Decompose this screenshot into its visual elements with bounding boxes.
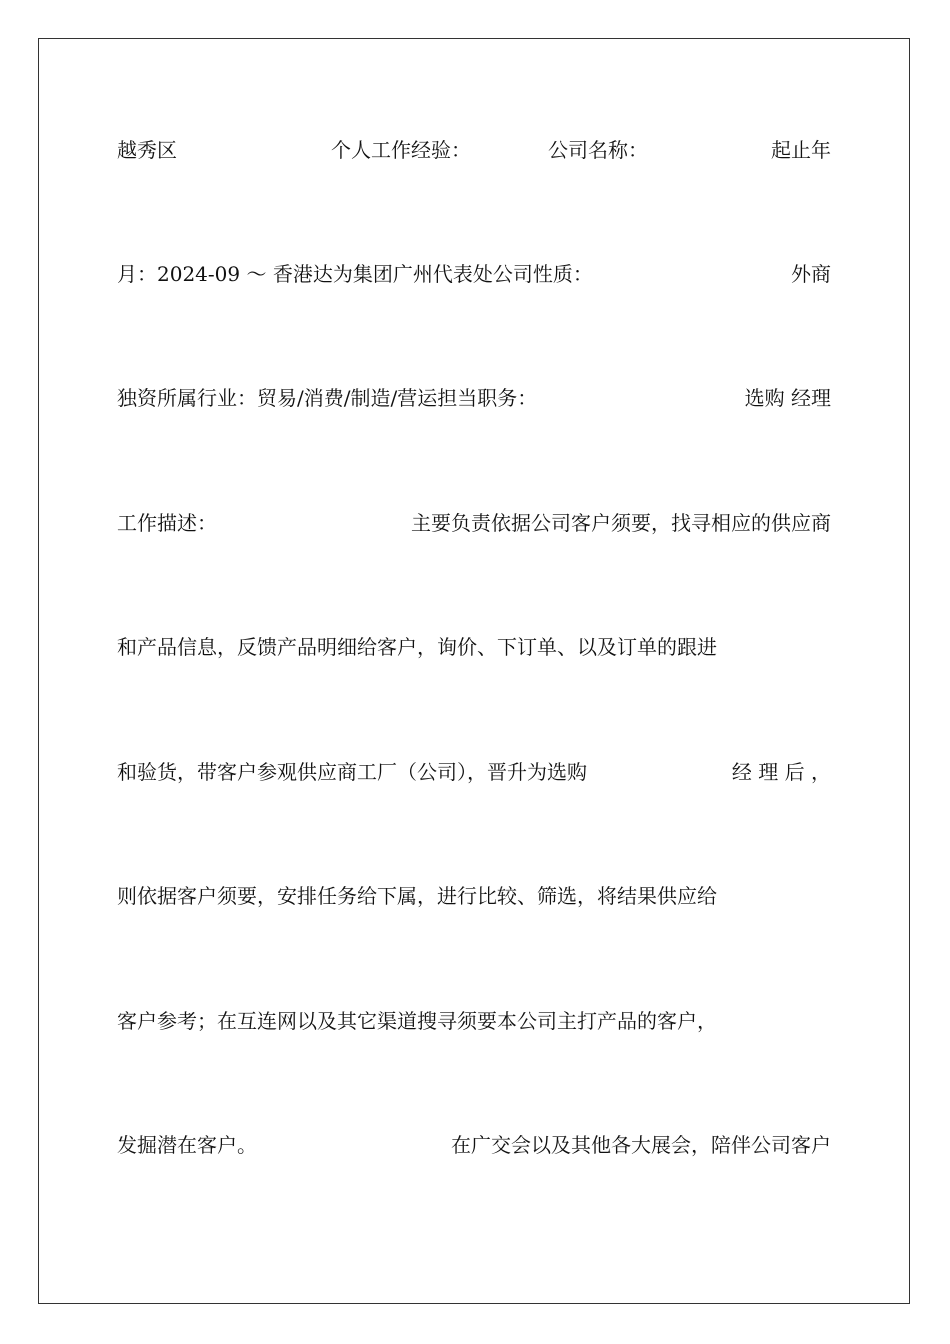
text-line-8 [117, 1006, 831, 1036]
text-line-9 [117, 1130, 831, 1160]
body-text-tail: 在广交会以及其他各大展会，陪伴公司客户 [451, 1133, 831, 1157]
industry-text: 独资所属行业：贸易/消费/制造/营运担当职务： [117, 386, 538, 410]
company-name-label: 公司名称： [548, 138, 648, 162]
body-text: 和验货，带客户参观供应商工厂（公司），晋升为选购 [117, 760, 587, 784]
period-label-start: 起止年 [771, 138, 831, 162]
body-text: 客户参考；在互连网以及其它渠道搜寻须要本公司主打产品的客户， [117, 1009, 717, 1033]
district-text: 越秀区 [117, 138, 177, 162]
text-line-2 [117, 259, 831, 289]
text-line-1 [117, 135, 831, 165]
body-text: 和产品信息，反馈产品明细给客户，询价、下订单、以及订单的跟进 [117, 635, 717, 659]
text-line-4 [117, 508, 831, 538]
position-text: 选购 经理 [744, 386, 831, 410]
job-description-label: 工作描述： [117, 511, 217, 535]
body-text: 则依据客户须要，安排任务给下属，进行比较、筛选，将结果供应给 [117, 884, 717, 908]
work-experience-label: 个人工作经验： [331, 138, 471, 162]
body-text: 发掘潜在客户。 [117, 1133, 257, 1157]
job-description-text: 主要负责依据公司客户须要，找寻相应的供应商 [411, 511, 831, 535]
text-line-3 [117, 383, 831, 413]
page-border [38, 38, 910, 1304]
text-line-7 [117, 881, 831, 911]
text-line-6 [117, 757, 831, 787]
company-nature-start: 外商 [791, 262, 831, 286]
body-text-tail: 经 理 后 ， [731, 760, 831, 784]
period-and-company-text: 月：2024-09 ～ 香港达为集团广州代表处公司性质： [117, 262, 593, 286]
text-line-5 [117, 632, 831, 662]
